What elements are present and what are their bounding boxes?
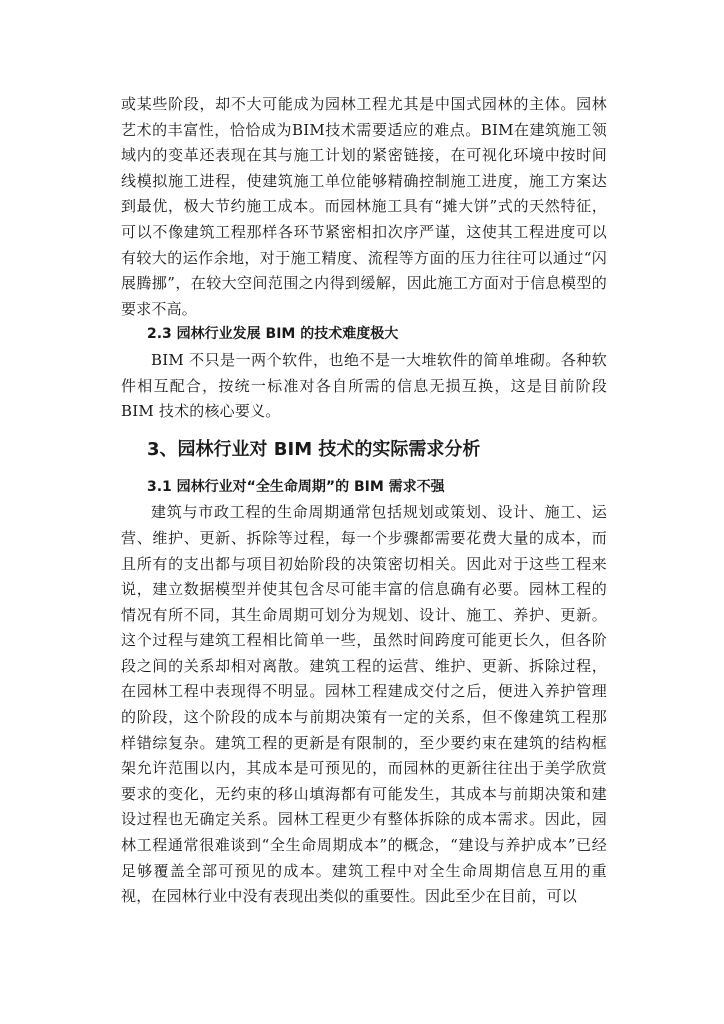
- section-heading-2-3: 2.3 园林行业发展 BIM 的技术难度极大: [147, 326, 399, 343]
- paragraph-construction-scheduling: 或某些阶段，却不大可能成为园林工程尤其是中国式园林的主体。园林艺术的丰富性，恰恰成为BIM技术需要适应的难点。BIM在建筑施工领域内的变革还表现在其与施工计划的紧密链接，在可视化环境中按时间线模拟施工进程，使建筑施工单位能够精确控制施工进度，施工方案达到最优，极大节约施工成本。而园林施工具有“摊大饼”式的天然特征，可以不像建筑工程那样各环节紧密相扣次序严谨，这使其工程进度可以有较大的运作余地，对于施工精度、流程等方面的压力往往可以通过“闪展腾挪”，在较大空间范围之内得到缓解，因此施工方面对于信息模型的要求不高。: [121, 95, 607, 318]
- section-heading-3-1: 3.1 园林行业对“全生命周期”的 BIM 需求不强: [147, 478, 445, 495]
- paragraph-lifecycle-analysis: 建筑与市政工程的生命周期通常包括规划或策划、设计、施工、运营、维护、更新、拆除等过程，每一个步骤都需要花费大量的成本，而且所有的支出都与项目初始阶段的决策密切相关。因此对于这些工程来说，建立数据模型并使其包含尽可能丰富的信息确有必要。园林工程的情况有所不同，其生命周期可划分为规划、设计、施工、养护、更新。这个过程与建筑工程相比简单一些，虽然时间跨度可能更长久，但各阶段之间的关系却相对离散。建筑工程的运营、维护、更新、拆除过程，在园林工程中表现得不明显。园林工程建成交付之后，便进入养护管理的阶段，这个阶段的成本与前期决策有一定的关系，但不像建筑工程那样错综复杂。建筑工程的更新是有限制的，至少要约束在建筑的结构框架允许范围以内，其成本是可预见的，而园林的更新往往出于美学欣赏要求的变化，无约束的移山填海都有可能发生，其成本与前期决策和建设过程也无确定关系。园林工程更少有整体拆除的成本需求。因此，园林工程通常很难谈到“全生命周期成本”的概念，“建设与养护成本”已经足够覆盖全部可预见的成本。建筑工程中对全生命周期信息互用的重视，在园林行业中没有表现出类似的重要性。因此至少在目前，可以: [121, 503, 607, 906]
- document-page: [121, 92, 607, 910]
- paragraph-bim-definition: BIM 不只是一两个软件，也绝不是一大堆软件的简单堆砌。各种软件相互配合，按统一标准对各自所需的信息无损互换，这是目前阶段 BIM 技术的核心要义。: [121, 350, 607, 421]
- section-heading-3: 3、园林行业对 BIM 技术的实际需求分析: [147, 438, 481, 460]
